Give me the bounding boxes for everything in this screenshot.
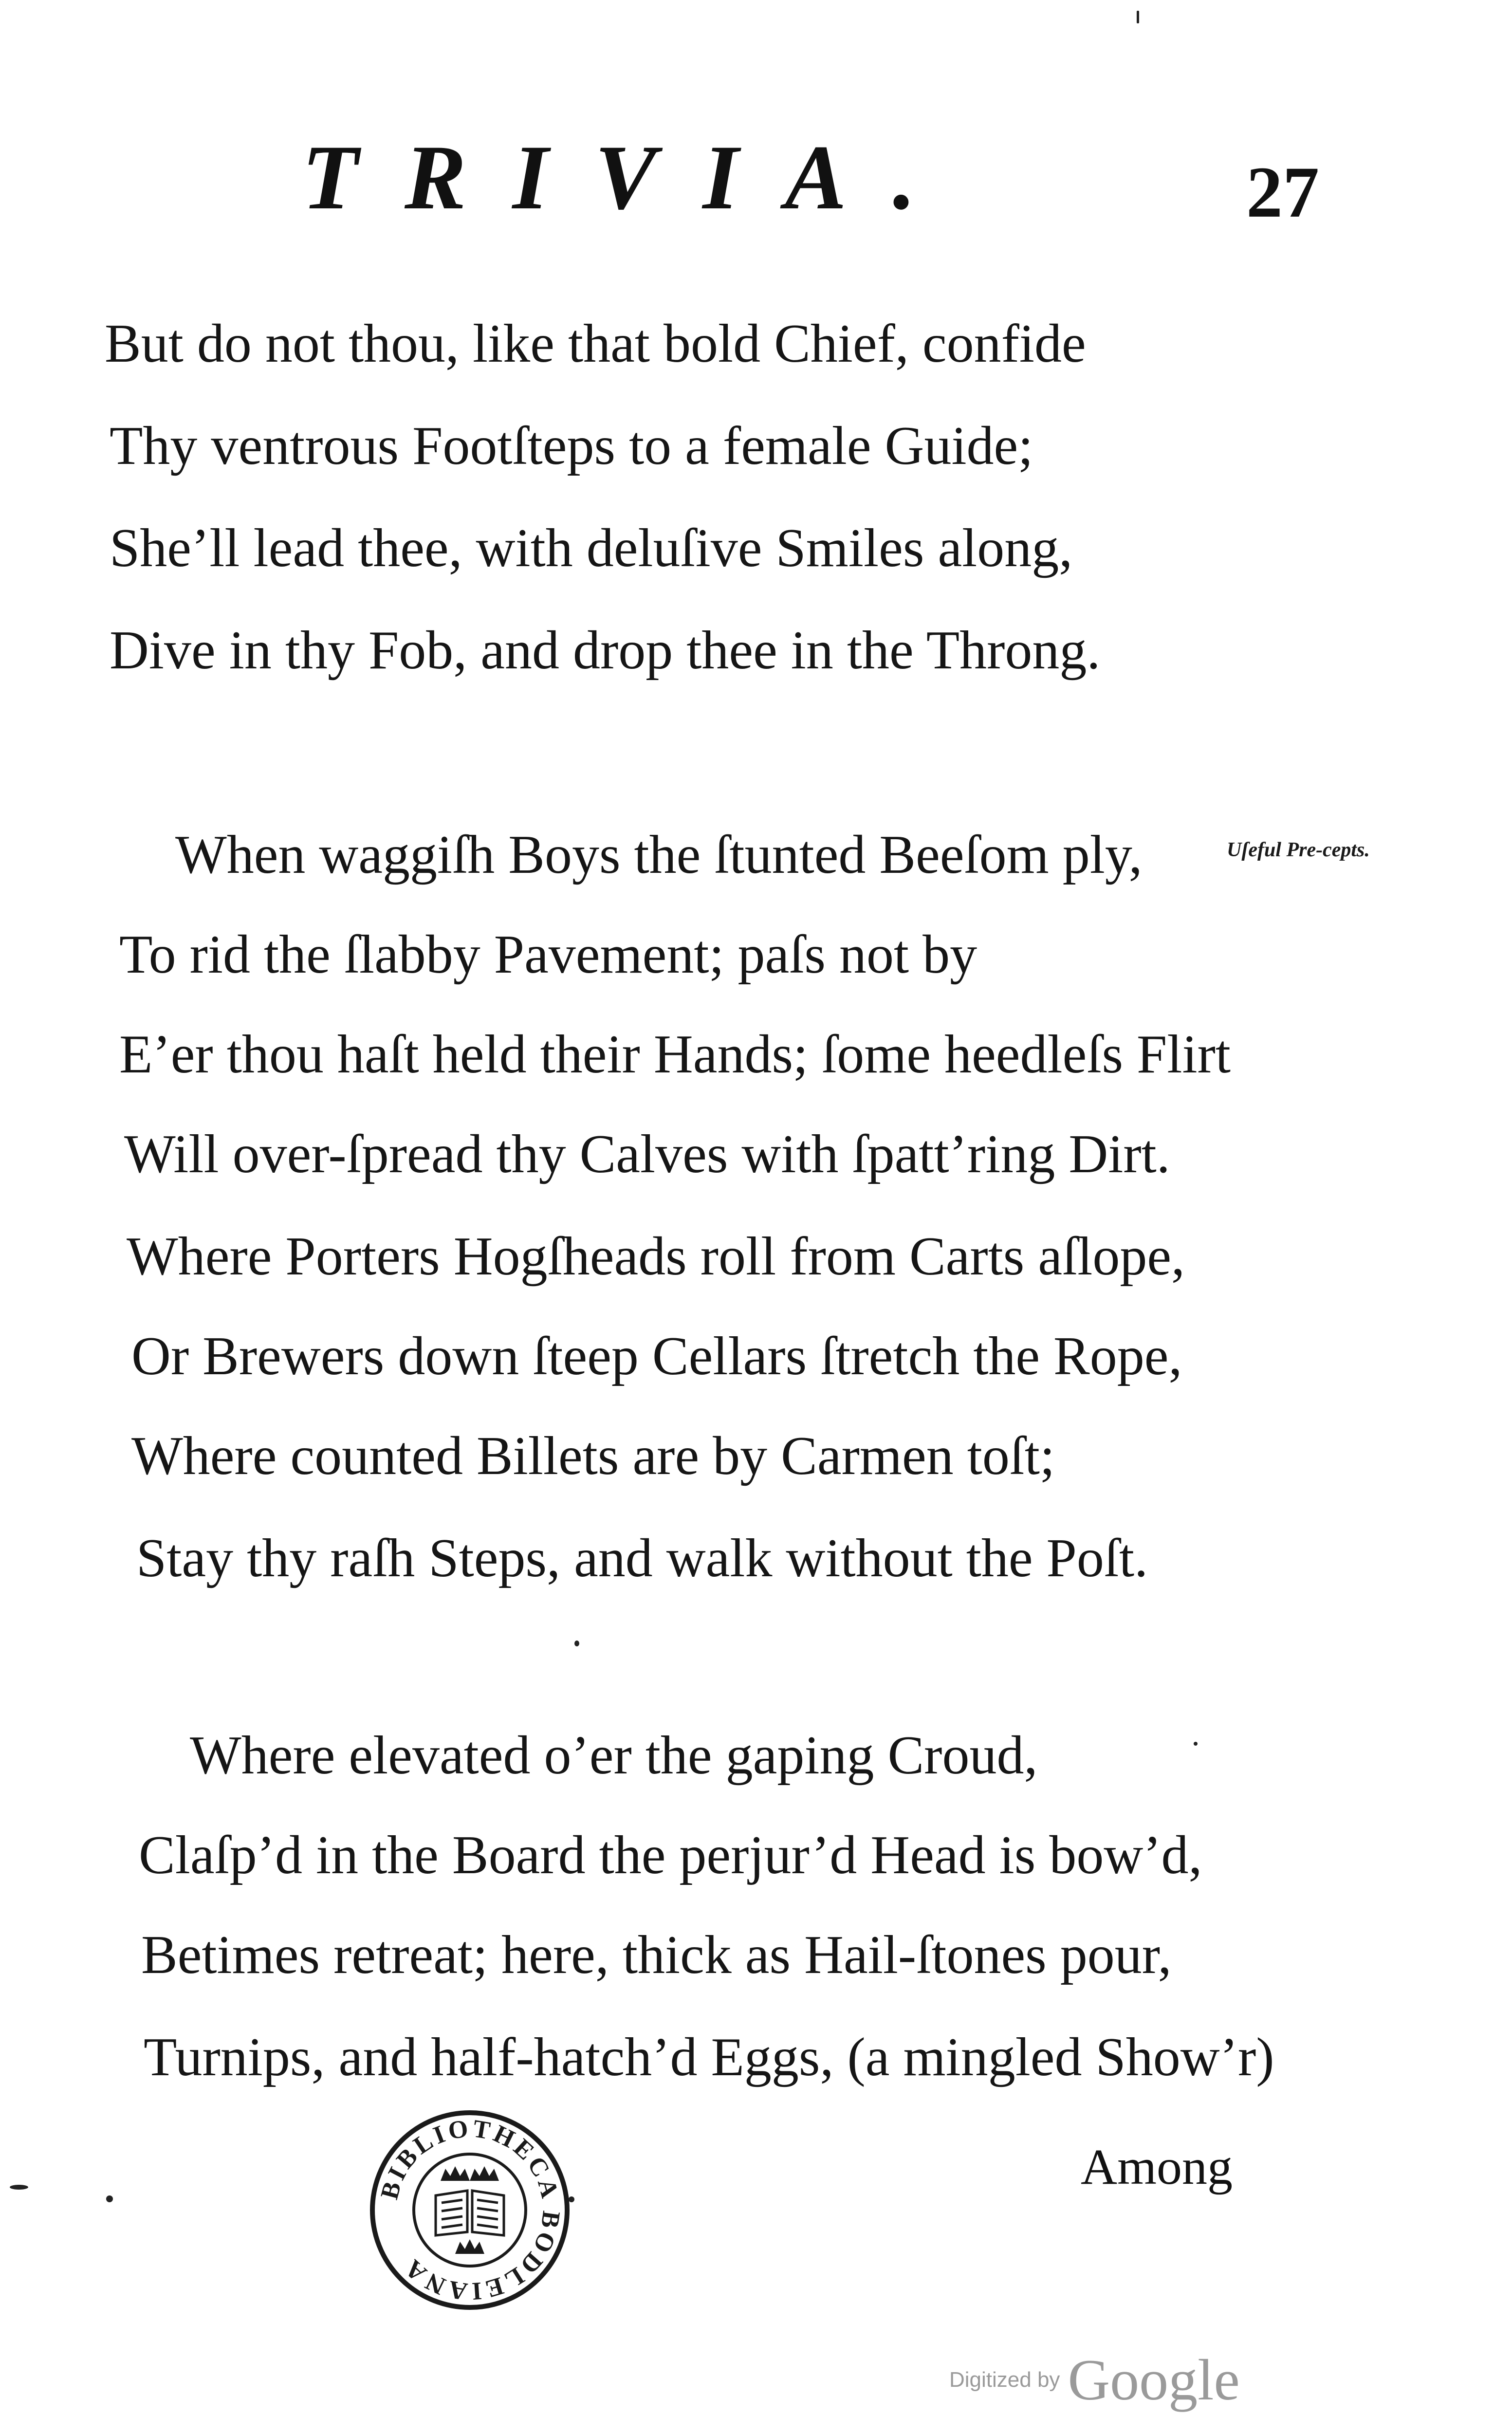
verse-line: E’er thou haſt held their Hands; ſome heedleſs Flirt	[119, 1024, 1231, 1085]
print-speck	[574, 1641, 579, 1646]
verse-line: Claſp’d in the Board the perjur’d Head is bow’d,	[139, 1825, 1202, 1885]
verse-line: But do not thou, like that bold Chief, confide	[105, 313, 1086, 374]
margin-note: Uſeful Pre-cepts.	[1227, 839, 1370, 861]
library-stamp	[368, 2108, 572, 2312]
verse-line: When waggiſh Boys the ſtunted Beeſom ply,	[175, 825, 1143, 885]
verse-line: Betimes retreat; here, thick as Hail-ſtones pour,	[141, 1925, 1172, 1985]
verse-line: Stay thy raſh Steps, and walk without the Poſt.	[136, 1528, 1148, 1588]
print-speck	[569, 2196, 574, 2202]
watermark-prefix: Digitized by	[949, 2368, 1060, 2392]
verse-line: Dive in thy Fob, and drop thee in the Throng.	[110, 620, 1101, 681]
watermark-brand: Google	[1068, 2347, 1240, 2412]
verse-line: Or Brewers down ſteep Cellars ſtretch the Rope,	[131, 1326, 1182, 1386]
print-speck	[1137, 11, 1139, 23]
stamp-seal-icon	[368, 2108, 572, 2312]
verse-line: Thy ventrous Footſteps to a female Guide;	[110, 416, 1033, 476]
verse-line: Where elevated o’er the gaping Croud,	[190, 1725, 1038, 1786]
digitized-watermark	[949, 2346, 1240, 2414]
verse-line: She’ll lead thee, with deluſive Smiles along,	[110, 518, 1073, 578]
stamp-legend: BIBLIOTHECA BODLEIANA	[375, 2114, 565, 2305]
verse-line: Turnips, and half-hatch’d Eggs, (a mingled Show’r)	[144, 2027, 1274, 2087]
print-speck	[10, 2185, 28, 2190]
page-title: TRIVIA.	[302, 127, 962, 229]
verse-line: Will over-ſpread thy Calves with ſpatt’ring Dirt.	[124, 1124, 1170, 1184]
print-speck	[106, 2195, 113, 2202]
catchword: Among	[1081, 2139, 1233, 2195]
page-number: 27	[1246, 152, 1319, 233]
verse-line: To rid the ſlabby Pavement; paſs not by	[119, 924, 977, 985]
print-speck	[1194, 1742, 1198, 1746]
verse-line: Where Porters Hogſheads roll from Carts aſlope,	[127, 1226, 1185, 1287]
verse-line: Where counted Billets are by Carmen toſt;	[131, 1426, 1055, 1486]
svg-text:BIBLIOTHECA BODLEIANA	[375, 2115, 565, 2305]
